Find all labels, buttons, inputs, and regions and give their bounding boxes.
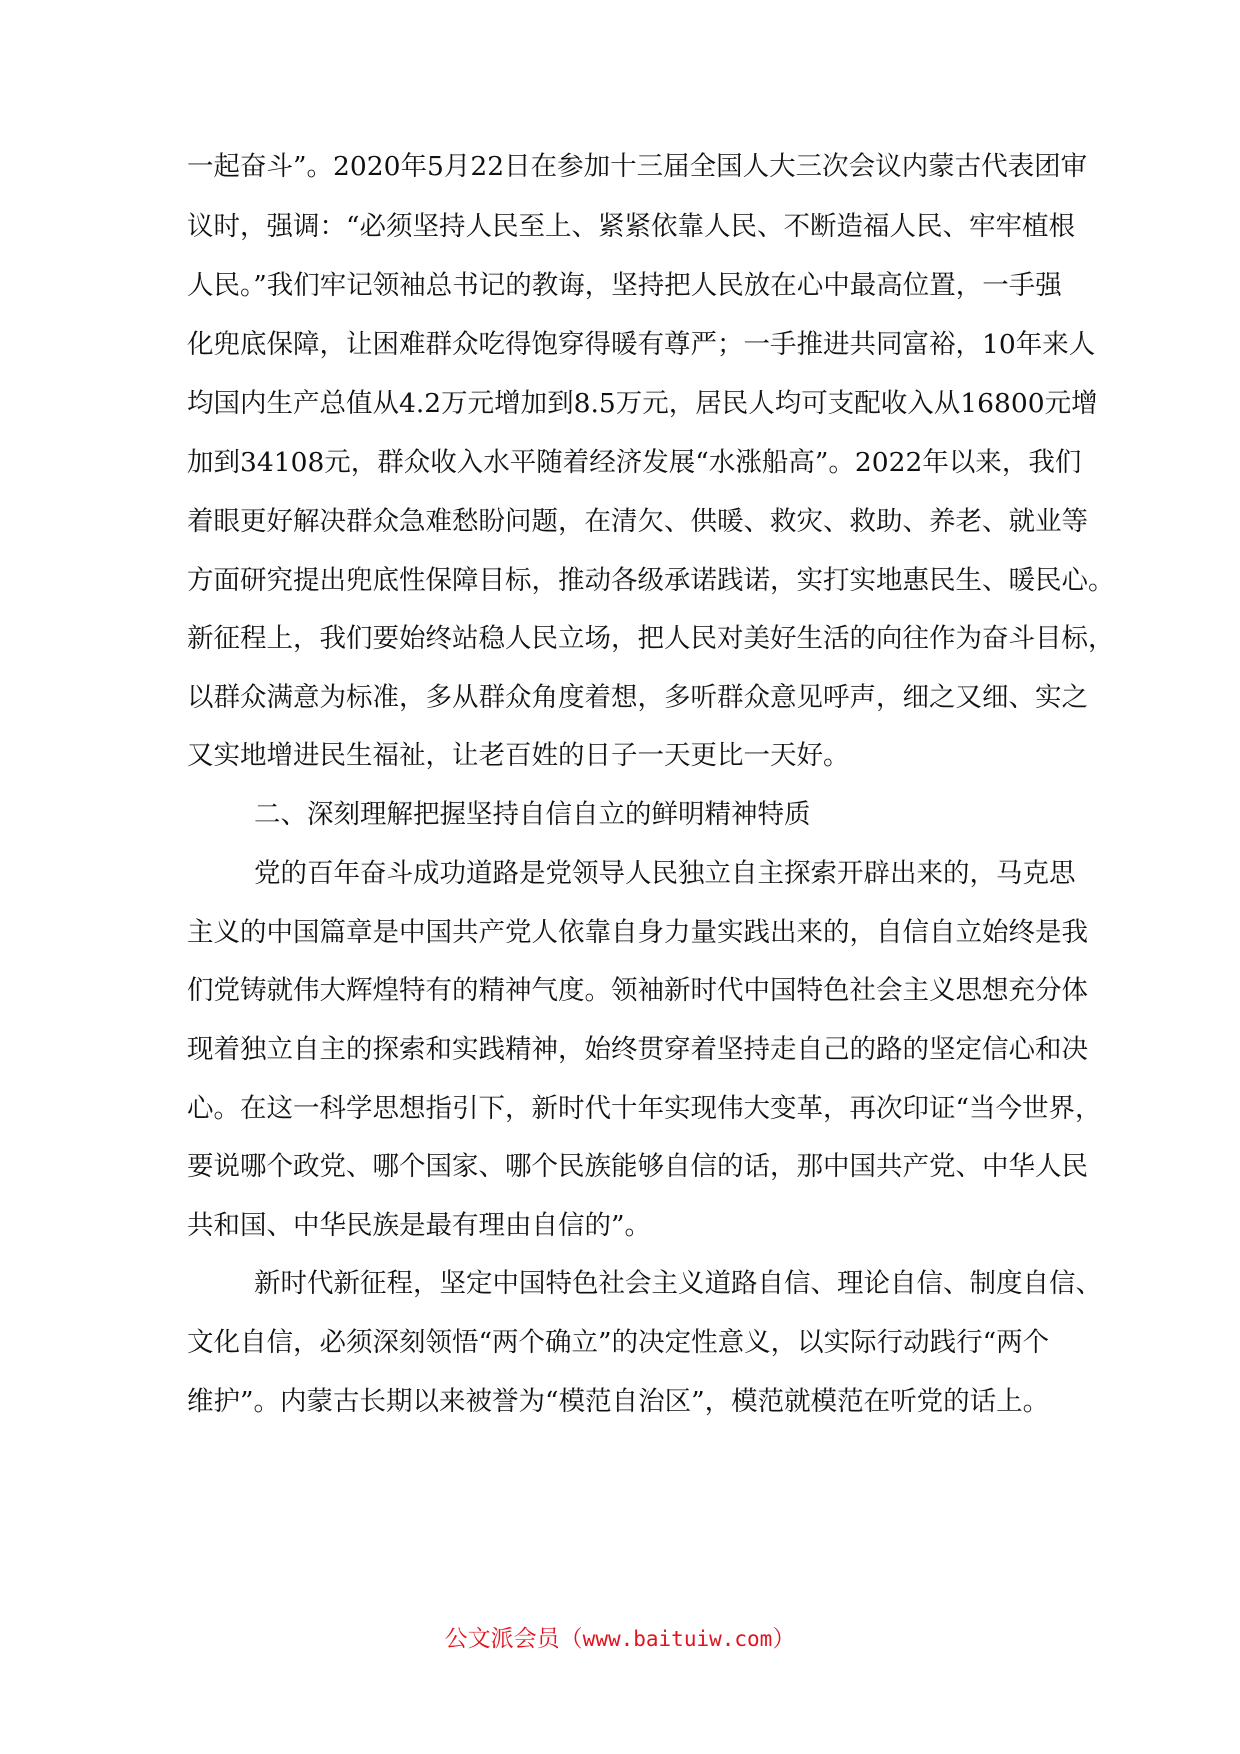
footer-label: 公文派会员（ <box>444 1626 583 1652</box>
section-heading: 二、深刻理解把握坚持自信自立的鲜明精神特质 <box>254 799 811 830</box>
text-line: 现着独立自主的探索和实践精神，始终贯穿着坚持走自己的路的坚定信心和决 <box>187 1034 1088 1065</box>
text-line: 着眼更好解决群众急难愁盼问题，在清欠、供暖、救灾、救助、养老、就业等 <box>187 506 1088 537</box>
text-line: 党的百年奋斗成功道路是党领导人民独立自主探索开辟出来的，马克思 <box>254 858 1076 889</box>
text-line: 化兜底保障，让困难群众吃得饱穿得暖有尊严；一手推进共同富裕，10年来人 <box>187 329 1096 360</box>
footer-watermark <box>0 1622 1240 1656</box>
text-line: 议时，强调：“必须坚持人民至上、紧紧依靠人民、不断造福人民、牢牢植根 <box>187 211 1076 242</box>
text-line: 要说哪个政党、哪个国家、哪个民族能够自信的话，那中国共产党、中华人民 <box>187 1151 1088 1182</box>
text-line: 新征程上，我们要始终站稳人民立场，把人民对美好生活的向往作为奋斗目标， <box>187 623 1115 654</box>
text-line: 新时代新征程，坚定中国特色社会主义道路自信、理论自信、制度自信、 <box>254 1268 1102 1299</box>
text-line: 文化自信，必须深刻领悟“两个确立”的决定性意义，以实际行动践行“两个 <box>187 1327 1050 1358</box>
text-line: 方面研究提出兜底性保障目标，推动各级承诺践诺，实打实地惠民生、暖民心。 <box>187 565 1115 596</box>
text-line: 人民。”我们牢记领袖总书记的教诲，坚持把人民放在心中最高位置，一手强 <box>187 270 1062 301</box>
text-line: 均国内生产总值从4.2万元增加到8.5万元，居民人均可支配收入从16800元增 <box>187 388 1098 419</box>
text-line: 又实地增进民生福祉，让老百姓的日子一天更比一天好。 <box>187 740 850 771</box>
text-line: 们党铸就伟大辉煌特有的精神气度。领袖新时代中国特色社会主义思想充分体 <box>187 975 1088 1006</box>
text-line: 维护”。内蒙古长期以来被誉为“模范自治区”，模范就模范在听党的话上。 <box>187 1386 1050 1417</box>
text-line: 一起奋斗”。2020年5月22日在参加十三届全国人大三次会议内蒙古代表团审 <box>187 151 1088 182</box>
footer-close: ） <box>772 1626 796 1652</box>
footer-url-link[interactable]: www.baituiw.com <box>582 1627 773 1651</box>
text-line: 以群众满意为标准，多从群众角度着想，多听群众意见呼声，细之又细、实之 <box>187 682 1088 713</box>
text-line: 心。在这一科学思想指引下，新时代十年实现伟大变革，再次印证“当今世界， <box>187 1093 1102 1124</box>
text-line: 主义的中国篇章是中国共产党人依靠自身力量实践出来的，自信自立始终是我 <box>187 917 1088 948</box>
text-line: 加到34108元，群众收入水平随着经济发展“水涨船高”。2022年以来，我们 <box>187 447 1082 478</box>
text-line: 共和国、中华民族是最有理由自信的”。 <box>187 1210 652 1241</box>
